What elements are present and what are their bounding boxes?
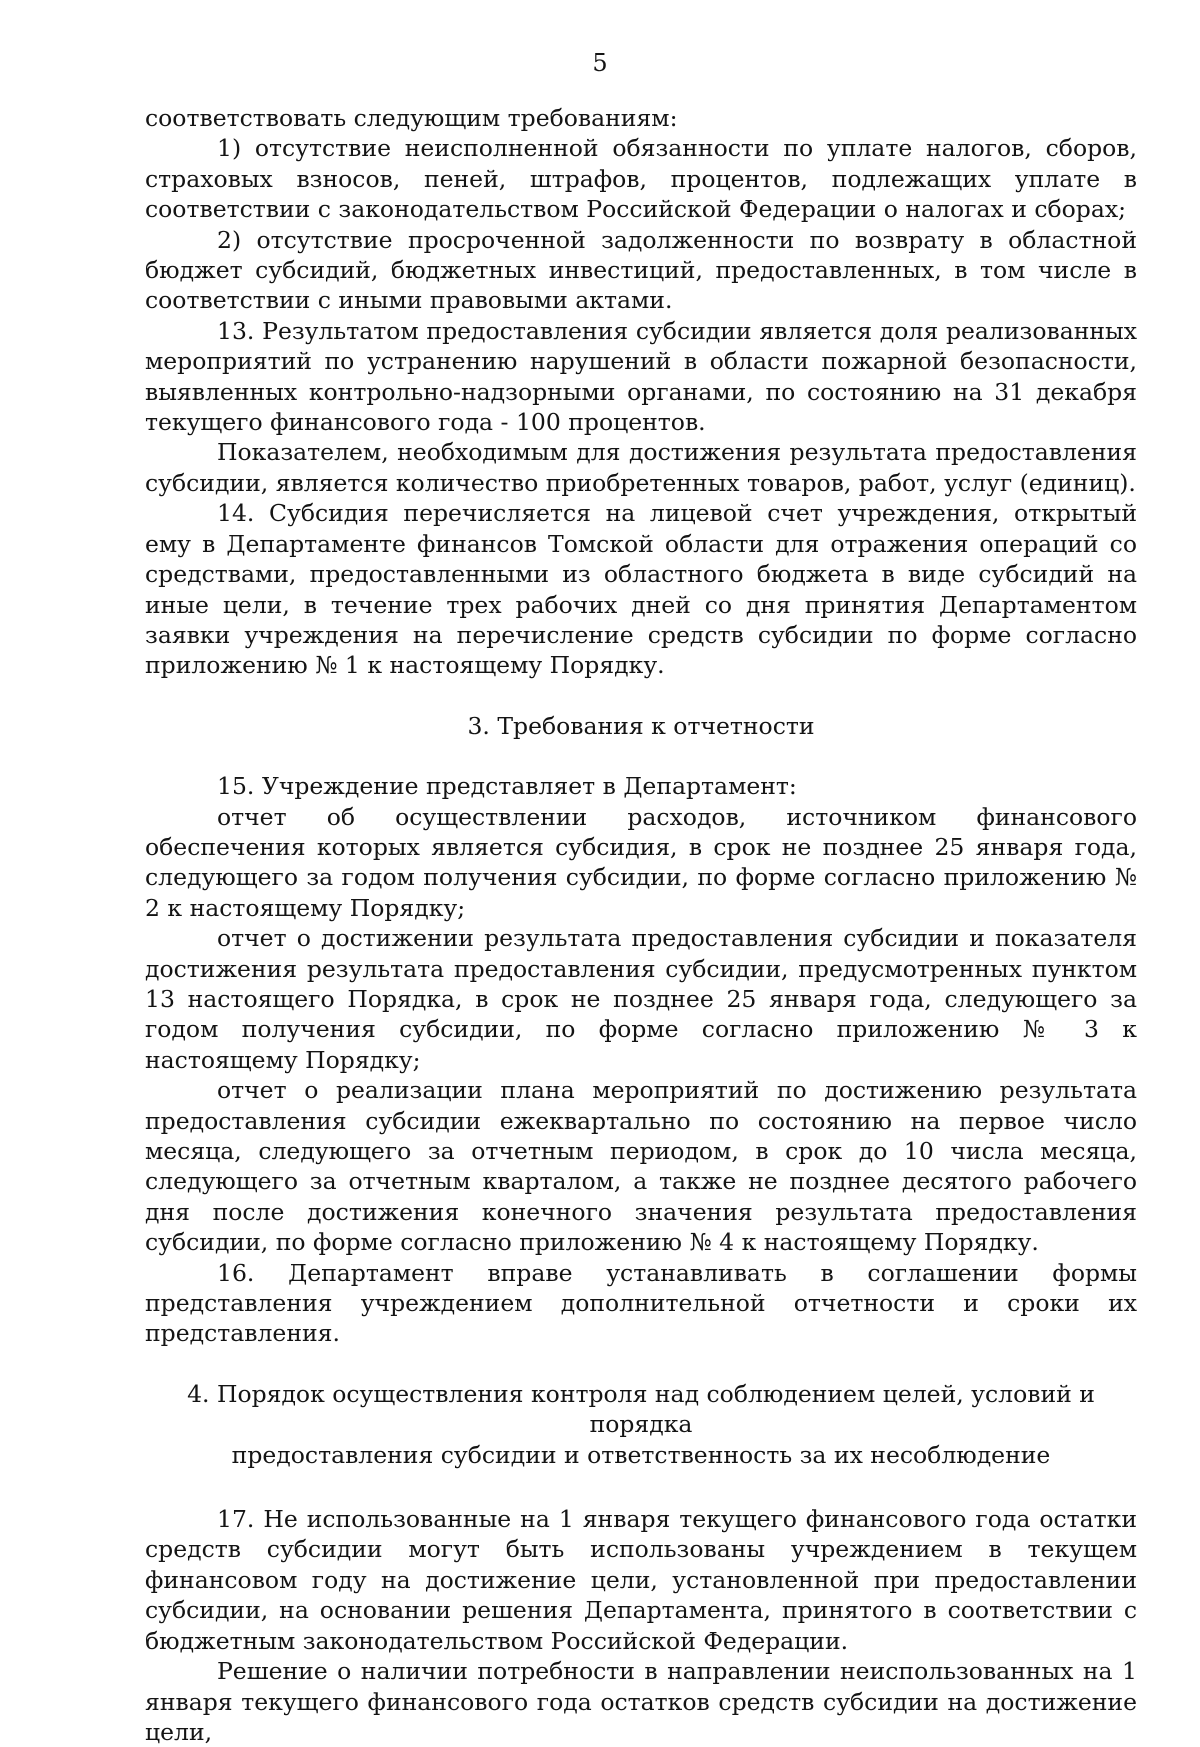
section3-heading: 3. Требования к отчетности	[467, 711, 815, 740]
section4-heading	[145, 1379, 1137, 1470]
paragraph-p-16: 16. Департамент вправе устанавливать в соглашении формы представления учреждением дополнительной отчетности и сроки их представления.	[145, 1258, 1137, 1348]
paragraph-p-13: 13. Результатом предоставления субсидии является доля реализованных мероприятий по устранению нарушений в области пожарной безопасности, выявленных контрольно-надзорными органами, по состоянию на 31 декабря текущего финансового года - 100 процентов.	[145, 316, 1137, 437]
document-body	[145, 103, 1137, 1747]
paragraphs-section3	[145, 771, 1137, 1349]
paragraph-p-17: 17. Не использованные на 1 января текущего финансового года остатки средств субсидии могут быть использованы учреждением в текущем финансовом году на достижение цели, установленной при предоставлении субсидии, на основании решения Департамента, принятого в соответствии с бюджетным законодательством Российской Федерации.	[145, 1505, 1137, 1655]
paragraph-p-req-1: 1) отсутствие неисполненной обязанности по уплате налогов, сборов, страховых взносов, пеней, штрафов, процентов, подлежащих уплате в соответствии с законодательством Российской Федерации о налогах и сборах;	[145, 134, 1137, 224]
section4-heading-line1: 4. Порядок осуществления контроля над соблюдением целей, условий и порядка	[187, 1379, 1095, 1439]
paragraphs-before-section3	[145, 103, 1137, 681]
paragraph-p-14: 14. Субсидия перечисляется на лицевой счет учреждения, открытый ему в Департаменте финансов Томской области для отражения операций со средствами, предоставленными из областного бюджета в виде субсидий на иные цели, в течение трех рабочих дней со дня принятия Департаментом заявки учреждения на перечисление средств субсидии по форме согласно приложению № 1 к настоящему Порядку.	[145, 499, 1137, 680]
paragraph-p-req-2: 2) отсутствие просроченной задолженности по возврату в областной бюджет субсидий, бюджетных инвестиций, предоставленных, в том числе в соответствии с иными правовыми актами.	[145, 225, 1137, 315]
paragraph-p-15-report-1: отчет об осуществлении расходов, источником финансового обеспечения которых является субсидия, в срок не позднее 25 января года, следующего за годом получения субсидии, по форме согласно приложению № 2 к настоящему Порядку;	[145, 802, 1137, 922]
section4-heading-line2: предоставления субсидии и ответственность за их несоблюдение	[231, 1440, 1051, 1469]
paragraph-p-17-decision: Решение о наличии потребности в направлении неиспользованных на 1 января текущего финансового года остатков средств субсидии на достижение цели,	[145, 1657, 1137, 1746]
paragraphs-section4	[145, 1504, 1137, 1747]
paragraph-p-13-indicator: Показателем, необходимым для достижения результата предоставления субсидии, является количество приобретенных товаров, работ, услуг (единиц).	[145, 438, 1137, 497]
page-number: 5	[592, 49, 608, 77]
paragraph-p-15-report-3: отчет о реализации плана мероприятий по достижению результата предоставления субсидии ежеквартально по состоянию на первое число месяца, следующего за отчетным периодом, в срок до 10 числа месяца, следующего за отчетным кварталом, а также не позднее десятого рабочего дня после достижения конечного значения результата предоставления субсидии, по форме согласно приложению № 4 к настоящему Порядку.	[145, 1076, 1137, 1257]
paragraph-p-continuation: соответствовать следующим требованиям:	[145, 104, 678, 132]
paragraph-p-15-report-2: отчет о достижении результата предоставления субсидии и показателя достижения результата предоставления субсидии, предусмотренных пунктом 13 настоящего Порядка, в срок не позднее 25 января года, следующего за годом получения субсидии, по форме согласно приложению № 3 к настоящему Порядку;	[145, 924, 1137, 1074]
paragraph-p-15: 15. Учреждение представляет в Департамент:	[217, 772, 797, 801]
